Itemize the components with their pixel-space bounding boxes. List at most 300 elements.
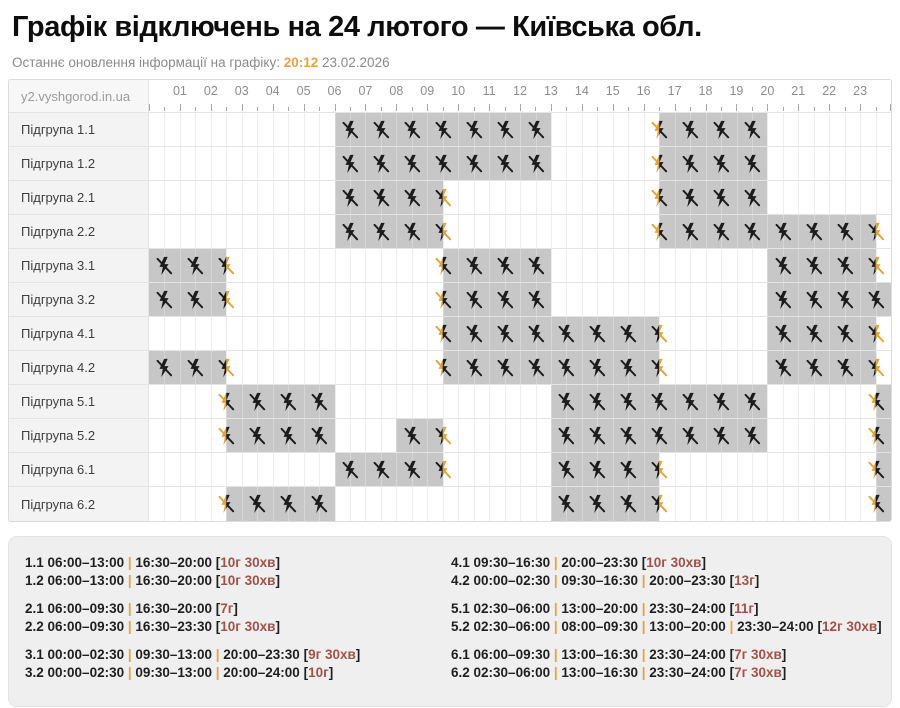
hour-cell (798, 487, 829, 521)
half-hour-cell (767, 419, 782, 452)
half-hour-cell (737, 283, 752, 316)
hour-cell (767, 385, 798, 418)
period-separator: | (725, 618, 738, 634)
period-separator: | (124, 664, 136, 680)
half-hour-cell (288, 419, 303, 452)
half-hour-cell (288, 351, 303, 384)
half-hour-cell (304, 113, 319, 146)
hour-tick (211, 104, 212, 111)
half-hour-cell (319, 215, 334, 248)
half-hour-cell (536, 181, 551, 214)
hour-cell (211, 249, 242, 282)
half-hour-cell (180, 317, 195, 350)
hour-cell (767, 147, 798, 180)
half-hour-cell (381, 249, 396, 282)
hour-cell (860, 419, 891, 452)
half-hour-cell (582, 249, 597, 282)
hour-cell (675, 385, 706, 418)
half-hour-cell (474, 453, 489, 486)
half-hour-cell (489, 147, 504, 180)
half-hour-cell (597, 249, 612, 282)
row-label: Підгрупа 4.1 (9, 317, 149, 350)
half-hour-cell (845, 453, 860, 486)
half-hour-cell (536, 317, 551, 350)
half-hour-cell (164, 113, 180, 146)
half-hour-cell (396, 487, 411, 521)
half-hour-cell (675, 147, 690, 180)
half-hour-cell (242, 453, 257, 486)
hour-cell (458, 147, 489, 180)
hour-cell (211, 419, 242, 452)
outage-period: 16:30–23:30 (135, 618, 212, 634)
hour-cell (304, 351, 335, 384)
half-hour-cell (767, 249, 782, 282)
outage-period: 20:00–23:30 (223, 647, 300, 662)
half-hour-cell (737, 351, 752, 384)
hour-cell (520, 181, 551, 214)
hour-cell (551, 147, 582, 180)
legend-entry-2.1: 2.1 06:00–09:30 | 16:30–20:00 [7г] (25, 601, 238, 616)
half-hour-cell (659, 113, 674, 146)
half-hour-cell (458, 283, 473, 316)
hour-cell (211, 385, 242, 418)
hour-cell (180, 453, 211, 486)
half-hour-cell (505, 419, 520, 452)
half-hour-cell (164, 419, 180, 452)
hour-cell (675, 215, 706, 248)
half-hour-cell (242, 113, 257, 146)
hour-cell (180, 419, 211, 452)
half-hour-cell (659, 351, 674, 384)
legend-group (451, 646, 877, 681)
hour-cell (737, 283, 768, 316)
hour-cell (644, 181, 675, 214)
outage-period: 20:00–23:30 (649, 572, 726, 588)
half-hour-cell (876, 317, 891, 350)
half-hour-tick (257, 107, 258, 111)
half-hour-cell (381, 487, 396, 521)
hour-cell (706, 181, 737, 214)
hour-cell (798, 215, 829, 248)
hour-tick (304, 104, 305, 111)
hour-cell (829, 385, 860, 418)
hour-label: 09 (420, 84, 435, 98)
half-hour-cell (365, 453, 380, 486)
half-hour-cell (396, 385, 411, 418)
half-hour-cell (288, 181, 303, 214)
hour-tick (489, 104, 490, 111)
half-hour-cell (767, 215, 782, 248)
half-hour-cell (365, 181, 380, 214)
hour-cell (242, 385, 273, 418)
hour-cell (767, 453, 798, 486)
half-hour-cell (829, 113, 844, 146)
hour-cell (798, 249, 829, 282)
half-hour-cell (752, 181, 767, 214)
half-hour-cell (628, 249, 643, 282)
hour-cell (211, 351, 242, 384)
half-hour-cell (195, 113, 210, 146)
hour-cell (520, 317, 551, 350)
outage-period: 13:00–20:00 (649, 618, 726, 634)
half-hour-cell (860, 249, 875, 282)
half-hour-cell (520, 249, 535, 282)
hour-cell (489, 181, 520, 214)
outage-period: 23:30–24:00 (649, 601, 726, 616)
half-hour-cell (752, 453, 767, 486)
hour-cell (365, 215, 396, 248)
legend-group (25, 646, 451, 681)
hour-cell (675, 113, 706, 146)
half-hour-cell (798, 147, 813, 180)
hour-cell (829, 181, 860, 214)
outage-period: 02:30–06:00 (473, 618, 551, 634)
hour-cell (829, 419, 860, 452)
hour-cell (582, 181, 613, 214)
half-hour-cell (319, 181, 334, 214)
hour-cell (582, 113, 613, 146)
hour-label: 11 (482, 84, 496, 98)
hour-cell (211, 215, 242, 248)
half-hour-cell (273, 453, 288, 486)
hour-cell (211, 317, 242, 350)
half-hour-cell (505, 317, 520, 350)
half-hour-cell (489, 419, 504, 452)
half-hour-cell (829, 147, 844, 180)
half-hour-cell (520, 351, 535, 384)
hour-cell (427, 181, 458, 214)
half-hour-cell (613, 249, 628, 282)
hour-cell (737, 113, 768, 146)
period-separator: | (211, 664, 224, 680)
half-hour-cell (721, 215, 736, 248)
half-hour-cell (814, 351, 829, 384)
half-hour-cell (721, 419, 736, 452)
half-hour-cell (706, 215, 721, 248)
half-hour-cell (319, 113, 334, 146)
half-hour-cell (845, 249, 860, 282)
half-hour-cell (350, 283, 365, 316)
half-hour-cell (180, 147, 195, 180)
half-hour-cell (659, 181, 674, 214)
half-hour-cell (304, 181, 319, 214)
outage-period: 08:00–09:30 (561, 618, 638, 634)
hour-cell (396, 249, 427, 282)
hour-cell (706, 487, 737, 521)
hour-cell (798, 147, 829, 180)
hour-cell (644, 487, 675, 521)
half-hour-cell (845, 385, 860, 418)
hour-cell (767, 113, 798, 146)
half-hour-cell (180, 215, 195, 248)
half-hour-cell (566, 487, 581, 521)
half-hour-cell (520, 147, 535, 180)
half-hour-cell (876, 453, 891, 486)
half-hour-cell (798, 249, 813, 282)
half-hour-cell (242, 487, 257, 521)
hour-cell (211, 113, 242, 146)
half-hour-cell (211, 249, 226, 282)
half-hour-cell (860, 147, 875, 180)
half-hour-cell (582, 453, 597, 486)
last-update-label: Останнє оновлення інформації на графіку: (12, 55, 280, 70)
hour-cell (860, 351, 891, 384)
half-hour-tick (195, 107, 196, 111)
outage-duration: 11г (734, 601, 754, 616)
half-hour-cell (582, 487, 597, 521)
hour-cell (675, 283, 706, 316)
half-hour-cell (767, 453, 782, 486)
half-hour-cell (829, 453, 844, 486)
hour-cell (304, 487, 335, 521)
hour-cell (242, 249, 273, 282)
half-hour-cell (242, 419, 257, 452)
half-hour-cell (180, 453, 195, 486)
outage-period: 23:30–24:00 (649, 647, 726, 662)
half-hour-cell (767, 351, 782, 384)
hour-cell (582, 385, 613, 418)
half-hour-cell (149, 181, 164, 214)
half-hour-cell (195, 351, 210, 384)
half-hour-cell (489, 351, 504, 384)
legend-entry-2.2: 2.2 06:00–09:30 | 16:30–23:30 [10г 30хв] (25, 618, 280, 634)
half-hour-cell (659, 215, 674, 248)
hour-cell (582, 215, 613, 248)
half-hour-cell (226, 351, 241, 384)
hour-cell (335, 113, 366, 146)
hour-cell (706, 351, 737, 384)
period-separator: | (637, 618, 650, 634)
half-hour-cell (164, 181, 180, 214)
half-hour-cell (273, 147, 288, 180)
half-hour-cell (211, 147, 226, 180)
half-hour-cell (536, 385, 551, 418)
half-hour-cell (443, 385, 458, 418)
half-hour-cell (304, 249, 319, 282)
half-hour-cell (644, 181, 659, 214)
period-separator: | (550, 664, 562, 680)
hour-cell (860, 249, 891, 282)
hour-cell (613, 385, 644, 418)
hour-cell (551, 453, 582, 486)
last-update-date: 23.02.2026 (322, 55, 390, 70)
half-hour-cell (164, 215, 180, 248)
half-hour-cell (412, 317, 427, 350)
hour-cell (335, 487, 366, 521)
half-hour-cell (721, 453, 736, 486)
outage-period: 06:00–13:00 (47, 555, 125, 570)
outage-duration: 12г 30хв (821, 618, 878, 634)
half-hour-cell (257, 147, 272, 180)
half-hour-cell (242, 215, 257, 248)
period-separator: | (211, 647, 224, 662)
hour-cell (829, 453, 860, 486)
hour-cell (365, 181, 396, 214)
hour-cell (458, 453, 489, 486)
half-hour-tick (659, 107, 660, 111)
half-hour-cell (829, 249, 844, 282)
hour-cell (180, 215, 211, 248)
half-hour-cell (304, 147, 319, 180)
half-hour-cell (381, 113, 396, 146)
hour-cell (396, 181, 427, 214)
hour-cell (520, 113, 551, 146)
half-hour-cell (783, 113, 798, 146)
hour-cell (304, 419, 335, 452)
half-hour-cell (659, 283, 674, 316)
hour-cell (613, 283, 644, 316)
half-hour-cell (845, 147, 860, 180)
row-label: Підгрупа 1.1 (9, 113, 149, 146)
hour-label: 07 (358, 84, 373, 98)
half-hour-cell (474, 487, 489, 521)
hour-cell (458, 215, 489, 248)
hour-cell (798, 453, 829, 486)
hour-cell (582, 249, 613, 282)
half-hour-cell (644, 487, 659, 521)
half-hour-cell (597, 317, 612, 350)
half-hour-cell (628, 215, 643, 248)
hour-tick (458, 104, 459, 111)
half-hour-cell (675, 385, 690, 418)
half-hour-cell (505, 249, 520, 282)
half-hour-cell (690, 283, 705, 316)
outage-duration: 10г 30хв (220, 572, 276, 588)
half-hour-cell (335, 215, 350, 248)
hour-cell (706, 147, 737, 180)
hour-cell (273, 385, 304, 418)
hour-cell (613, 419, 644, 452)
half-hour-cell (211, 385, 226, 418)
hour-label: 06 (327, 84, 342, 98)
half-hour-cell (566, 215, 581, 248)
half-hour-cell (458, 487, 473, 521)
hour-cell (427, 487, 458, 521)
half-hour-cell (443, 147, 458, 180)
hour-cell (520, 351, 551, 384)
half-hour-cell (566, 113, 581, 146)
half-hour-cell (381, 181, 396, 214)
period-separator: | (124, 572, 136, 588)
half-hour-cell (257, 249, 272, 282)
half-hour-cell (876, 147, 891, 180)
hour-label: 19 (729, 84, 744, 98)
hour-cell (520, 453, 551, 486)
half-hour-cell (613, 181, 628, 214)
half-hour-cell (644, 351, 659, 384)
half-hour-cell (536, 215, 551, 248)
hour-tick (365, 104, 366, 111)
outage-duration: 10г (308, 664, 329, 680)
half-hour-cell (628, 351, 643, 384)
half-hour-cell (737, 215, 752, 248)
half-hour-cell (551, 351, 566, 384)
hour-cell (211, 487, 242, 521)
hour-cell (551, 317, 582, 350)
hour-cell (273, 487, 304, 521)
half-hour-cell (304, 419, 319, 452)
half-hour-cell (257, 283, 272, 316)
half-hour-cell (319, 283, 334, 316)
hour-cell (180, 283, 211, 316)
legend-entry-6.1: 6.1 06:00–09:30 | 13:00–16:30 | 23:30–24:00 [7г 30хв] (451, 647, 787, 662)
hour-cell (365, 249, 396, 282)
half-hour-cell (273, 351, 288, 384)
half-hour-cell (226, 147, 241, 180)
half-hour-cell (536, 147, 551, 180)
hours-header (149, 80, 891, 112)
half-hour-tick (845, 107, 846, 111)
hour-cell (706, 317, 737, 350)
hour-cell (644, 419, 675, 452)
period-separator: | (637, 572, 650, 588)
half-hour-cell (211, 487, 226, 521)
hour-cell (737, 419, 768, 452)
half-hour-cell (860, 453, 875, 486)
half-hour-cell (412, 147, 427, 180)
hour-cell (798, 317, 829, 350)
half-hour-cell (845, 317, 860, 350)
half-hour-cell (443, 113, 458, 146)
hour-cell (798, 419, 829, 452)
half-hour-cell (814, 317, 829, 350)
half-hour-cell (443, 351, 458, 384)
half-hour-cell (721, 249, 736, 282)
legend-group (451, 554, 877, 589)
half-hour-cell (690, 351, 705, 384)
hour-cell (489, 419, 520, 452)
half-hour-tick (319, 107, 320, 111)
half-hour-cell (350, 181, 365, 214)
half-hour-cell (273, 181, 288, 214)
half-hour-cell (427, 147, 442, 180)
half-hour-cell (690, 181, 705, 214)
hour-cell (582, 487, 613, 521)
half-hour-cell (613, 419, 628, 452)
half-hour-cell (505, 113, 520, 146)
hour-cell (273, 147, 304, 180)
half-hour-tick (690, 107, 691, 111)
half-hour-cell (474, 317, 489, 350)
half-hour-cell (597, 351, 612, 384)
half-hour-cell (752, 113, 767, 146)
half-hour-cell (335, 283, 350, 316)
half-hour-tick (350, 107, 351, 111)
outage-period: 09:30–13:00 (135, 664, 212, 680)
half-hour-cell (551, 419, 566, 452)
half-hour-cell (412, 215, 427, 248)
hour-tick (582, 104, 583, 111)
half-hour-cell (226, 385, 241, 418)
hour-cell (180, 249, 211, 282)
grid-row-1.2 (9, 147, 891, 181)
hour-cell (149, 181, 180, 214)
hour-cell (242, 453, 273, 486)
half-hour-cell (319, 351, 334, 384)
hour-cell (335, 351, 366, 384)
half-hour-tick (474, 107, 475, 111)
half-hour-cell (365, 283, 380, 316)
half-hour-cell (335, 317, 350, 350)
hour-cell (860, 283, 891, 316)
half-hour-cell (149, 249, 164, 282)
half-hour-cell (412, 249, 427, 282)
hour-cell (242, 283, 273, 316)
half-hour-cell (644, 215, 659, 248)
half-hour-cell (845, 113, 860, 146)
half-hour-cell (149, 113, 164, 146)
half-hour-cell (613, 385, 628, 418)
